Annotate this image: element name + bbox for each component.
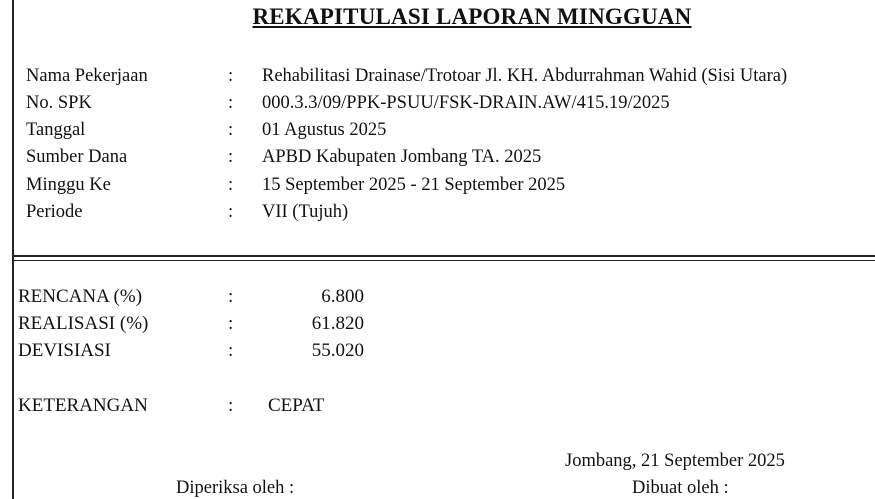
signature-place-date: Jombang, 21 September 2025 xyxy=(565,451,785,471)
info-value: Rehabilitasi Drainase/Trotoar Jl. KH. Abdurrahman Wahid (Sisi Utara) xyxy=(262,66,788,86)
info-colon: : xyxy=(228,147,234,167)
left-border xyxy=(12,0,14,499)
signature-made-by: Dibuat oleh : xyxy=(632,478,729,498)
info-value: 01 Agustus 2025 xyxy=(262,120,387,140)
stat-value: 61.820 xyxy=(311,313,364,334)
info-label: No. SPK xyxy=(26,93,92,113)
info-colon: : xyxy=(228,93,234,113)
info-label: Tanggal xyxy=(26,120,86,140)
stat-colon: : xyxy=(228,286,234,307)
info-label: Nama Pekerjaan xyxy=(26,66,148,86)
stat-label: REALISASI (%) xyxy=(18,313,149,334)
info-label: Minggu Ke xyxy=(26,175,111,195)
info-value: VII (Tujuh) xyxy=(262,202,349,222)
info-colon: : xyxy=(228,120,234,140)
stat-value: 55.020 xyxy=(311,340,364,361)
report-title: REKAPITULASI LAPORAN MINGGUAN xyxy=(252,4,692,29)
info-value: 15 September 2025 - 21 September 2025 xyxy=(262,175,566,195)
stat-colon: : xyxy=(228,313,234,334)
section-divider xyxy=(12,255,875,257)
info-colon: : xyxy=(228,175,234,195)
info-value: 000.3.3/09/PPK-PSUU/FSK-DRAIN.AW/415.19/2025 xyxy=(262,93,670,113)
keterangan-colon: : xyxy=(228,395,234,416)
info-label: Sumber Dana xyxy=(26,147,128,167)
stat-label: DEVISIASI xyxy=(18,340,111,361)
info-value: APBD Kabupaten Jombang TA. 2025 xyxy=(262,147,542,167)
info-label: Periode xyxy=(26,202,83,222)
section-divider-inner xyxy=(12,260,875,261)
info-colon: : xyxy=(228,66,234,86)
keterangan-label: KETERANGAN xyxy=(18,395,148,416)
keterangan-value: CEPAT xyxy=(268,395,325,416)
stat-label: RENCANA (%) xyxy=(18,286,143,307)
keterangan-row xyxy=(18,395,358,421)
info-colon: : xyxy=(228,202,234,222)
signature-checked-by: Diperiksa oleh : xyxy=(176,478,295,498)
stat-value: 6.800 xyxy=(321,286,364,307)
stat-colon: : xyxy=(228,340,234,361)
